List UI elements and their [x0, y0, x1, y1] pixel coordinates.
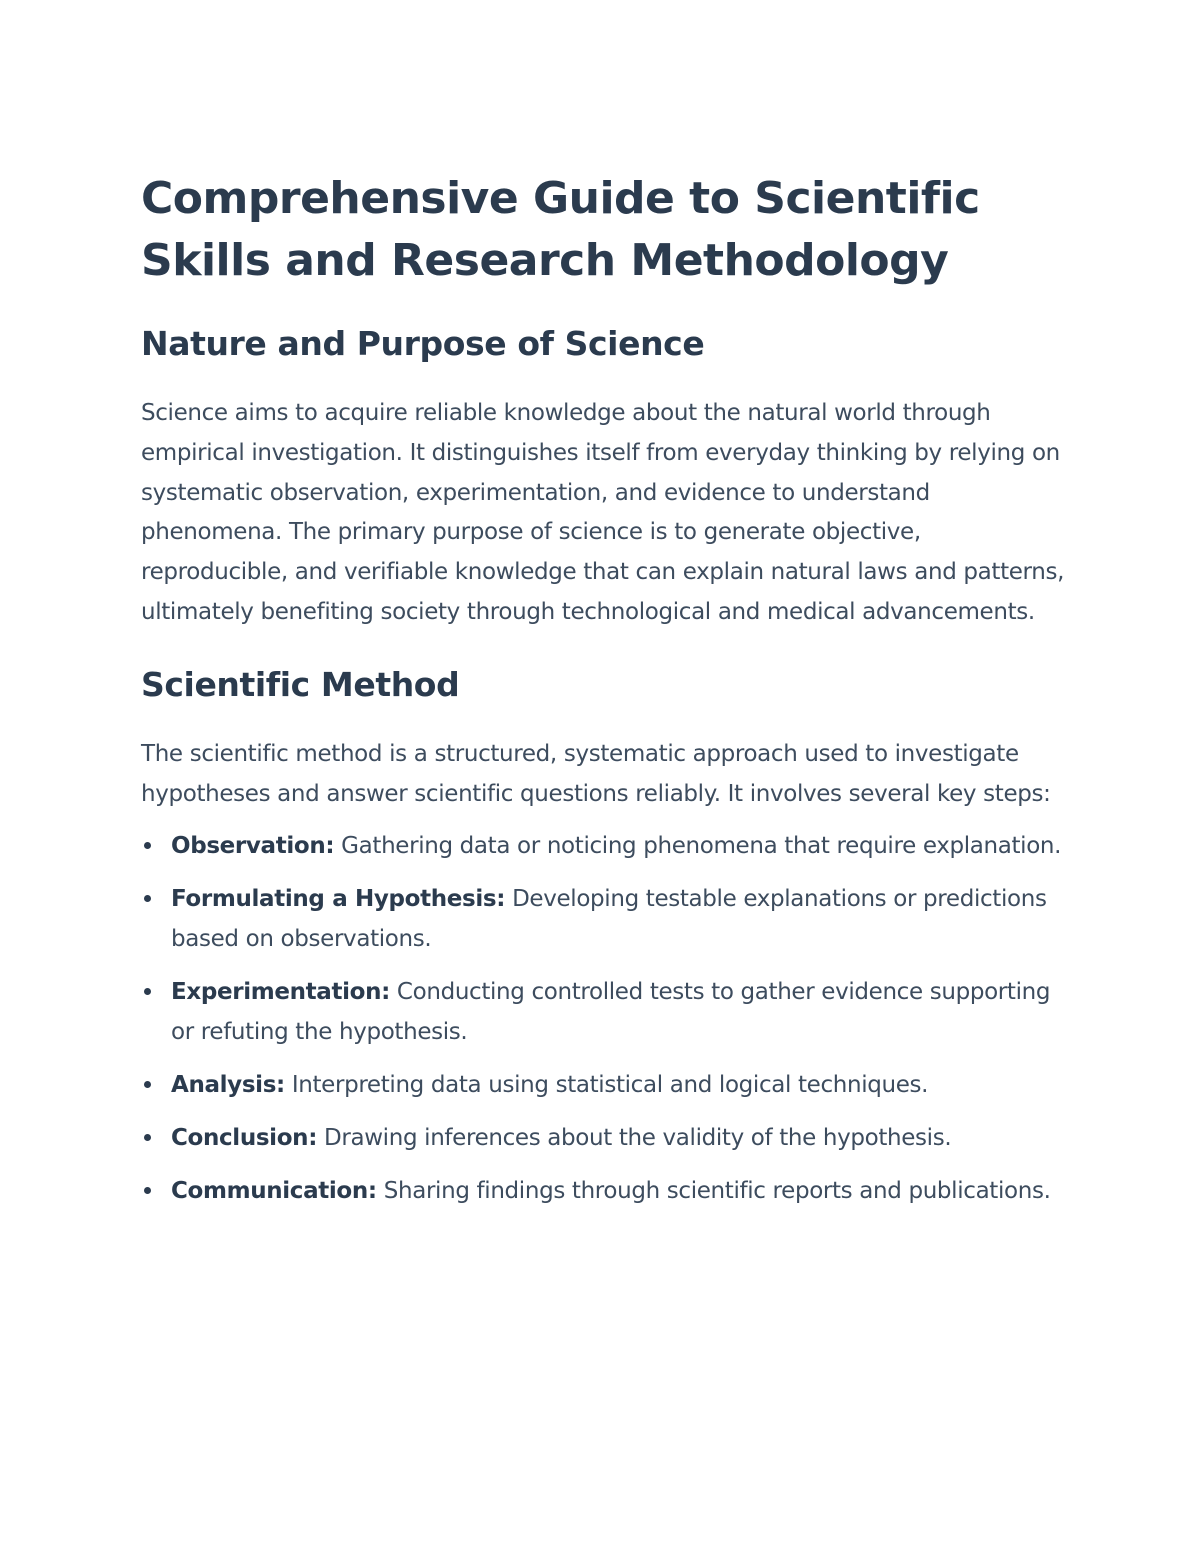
step-description: Sharing findings through scientific reports and publications.	[376, 1178, 1051, 1205]
step-description: Gathering data or noticing phenomena that require explanation.	[334, 833, 1062, 860]
step-description: Conducting controlled tests to gather evidence supporting or refuting the hypothesis.	[171, 979, 1051, 1046]
bullet-icon	[144, 842, 151, 849]
section-paragraph-nature-purpose: Science aims to acquire reliable knowledge about the natural world through empirical investigation. It distinguishes itself from everyday thinking by relying on systematic observation, experimentation, and evidence to understand phenomena. The primary purpose of science is to generate objective, reproducible, and verifiable knowledge that can explain natural laws and patterns, ultimately benefiting society through technological and medical advancements.	[141, 400, 1065, 625]
step-term: Communication:	[171, 1178, 377, 1205]
section-heading-nature-purpose: Nature and Purpose of Science	[141, 324, 705, 363]
bullet-icon	[144, 1134, 151, 1141]
document-page	[141, 168, 1066, 1224]
list-item-observation	[141, 826, 1066, 866]
step-description: Developing testable explanations or predictions based on observations.	[171, 886, 1047, 953]
list-item-communication	[141, 1171, 1066, 1211]
step-term: Observation:	[171, 833, 335, 860]
step-term: Experimentation:	[171, 979, 390, 1006]
scientific-method-steps-list	[141, 826, 1066, 1211]
section-heading-scientific-method: Scientific Method	[141, 664, 460, 704]
list-item-analysis	[141, 1065, 1066, 1105]
bullet-icon	[144, 1081, 151, 1088]
bullet-icon	[144, 988, 151, 995]
list-item-hypothesis	[141, 879, 1066, 959]
document-title: Comprehensive Guide to Scientific Skills and Research Methodology	[141, 173, 980, 286]
list-item-conclusion	[141, 1118, 1066, 1158]
step-term: Formulating a Hypothesis:	[171, 886, 506, 913]
section-paragraph-scientific-method: The scientific method is a structured, systematic approach used to investigate hypotheses and answer scientific questions reliably. It involves several key steps:	[141, 740, 1051, 807]
step-description: Interpreting data using statistical and logical techniques.	[284, 1072, 929, 1099]
list-item-experimentation	[141, 972, 1066, 1052]
bullet-icon	[144, 895, 151, 902]
step-term: Analysis:	[171, 1072, 285, 1099]
bullet-icon	[144, 1187, 151, 1194]
step-term: Conclusion:	[171, 1125, 318, 1152]
step-description: Drawing inferences about the validity of the hypothesis.	[317, 1125, 952, 1152]
